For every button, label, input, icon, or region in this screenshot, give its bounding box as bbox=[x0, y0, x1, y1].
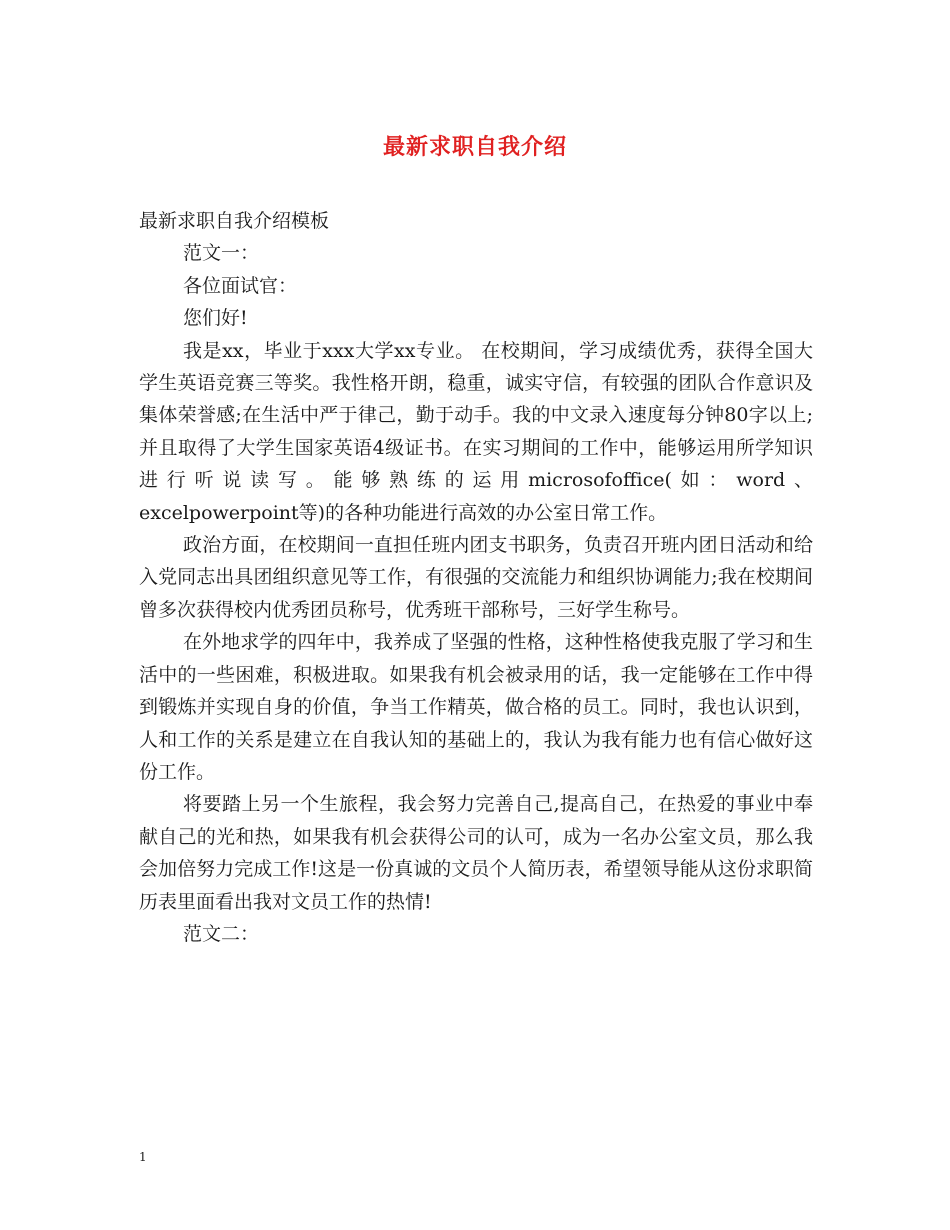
paragraph-greeting: 您们好! bbox=[183, 307, 248, 330]
paragraph-character: 在外地求学的四年中，我养成了坚强的性格，这种性格使我克服了学习和生活中的一些困难，积极进取。如果我有机会被录用的话，我一定能够在工作中得到锻炼并实现自身的价值，争当工作精英，做合格的员工。同时，我也认识到，人和工作的关系是建立在自我认知的基础上的，我认为我有能力也有信心做好这份工作。 bbox=[139, 631, 813, 783]
document-subtitle: 最新求职自我介绍模板 bbox=[139, 210, 330, 232]
document-body bbox=[139, 205, 813, 950]
page-number: 1 bbox=[139, 1150, 147, 1164]
paragraph-salutation: 各位面试官： bbox=[183, 274, 298, 297]
paragraph-sample-two-heading: 范文二： bbox=[183, 922, 260, 945]
document-title: 最新求职自我介绍 bbox=[382, 134, 567, 160]
paragraph-closing: 将要踏上另一个生旅程，我会努力完善自己,提高自己，在热爱的事业中奉献自己的光和热，如果我有机会获得公司的认可，成为一名办公室文员，那么我会加倍努力完成工作!这是一份真诚的文员个人简历表，希望领导能从这份求职简历表里面看出我对文员工作的热情! bbox=[139, 793, 813, 913]
paragraph-political: 政治方面，在校期间一直担任班内团支书职务，负责召开班内团日活动和给入党同志出具团组织意见等工作，有很强的交流能力和组织协调能力;我在校期间曾多次获得校内优秀团员称号，优秀班干部称号，三好学生称号。 bbox=[139, 534, 813, 621]
paragraph-introduction: 我是xx，毕业于xxx大学xx专业。 在校期间，学习成绩优秀，获得全国大学生英语竞赛三等奖。我性格开朗，稳重，诚实守信，有较强的团队合作意识及集体荣誉感;在生活中严于律己，勤于动手。我的中文录入速度每分钟80字以上;并且取得了大学生国家英语4级证书。在实习期间的工作中，能够运用所学知识进行听说读写。能够熟练的运用microsofoffice(如：word、excelpowerpoint等)的各种功能进行高效的办公室日常工作。 bbox=[139, 339, 813, 524]
paragraph-sample-one-heading: 范文一： bbox=[183, 242, 260, 265]
